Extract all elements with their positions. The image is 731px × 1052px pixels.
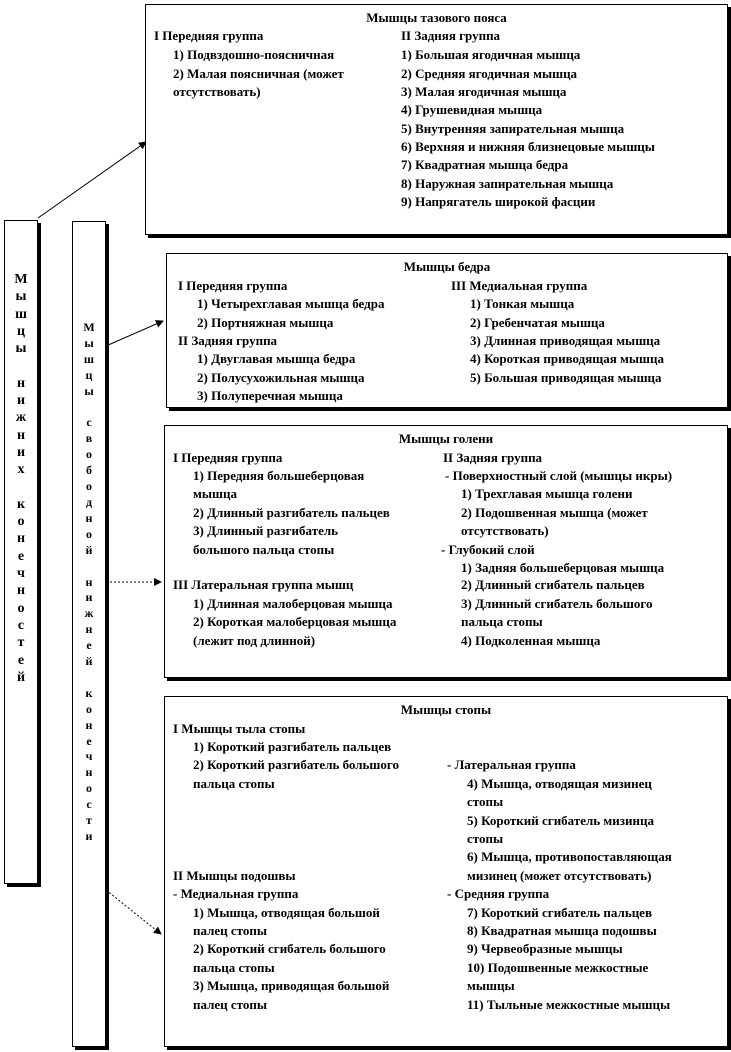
list-item: 1) Трехглавая мышца голени <box>461 486 633 501</box>
vertical-letter: с <box>86 797 92 812</box>
vertical-letter: н <box>85 622 93 637</box>
foot-dorsal-head: I Мышцы тыла стопы <box>173 721 306 736</box>
list-item: 1) Большая ягодичная мышца <box>401 47 581 62</box>
vertical-letter: о <box>86 781 92 796</box>
list-item: 4) Грушевидная мышца <box>401 102 543 117</box>
vertical-letter: и <box>85 829 93 843</box>
list-item: 1) Четырехглавая мышца бедра <box>197 296 385 311</box>
list-item: отсутствовать) <box>461 523 549 538</box>
list-item: 2) Короткая малоберцовая мышца <box>193 614 397 629</box>
list-item: 1) Подвздошно-поясничная <box>173 47 335 62</box>
vertical-letter: т <box>86 813 92 828</box>
list-item: 4) Мышца, отводящая мизинец <box>467 776 652 791</box>
vertical-letter: ж <box>84 606 94 621</box>
vertical-letter: н <box>85 574 93 589</box>
vertical-letter: д <box>85 494 93 509</box>
list-item: 1) Длинная малоберцовая мышца <box>193 596 393 611</box>
list-item: 4) Короткая приводящая мышца <box>470 351 664 366</box>
thigh-title: Мышцы бедра <box>403 259 491 274</box>
vertical-letter: ж <box>15 410 27 426</box>
vertical-letter: о <box>17 600 25 616</box>
vertical-letter: М <box>14 272 28 287</box>
vertical-letter: й <box>85 542 93 557</box>
vertical-letter: к <box>16 496 26 512</box>
list-item: 2) Короткий сгибатель большого <box>193 941 386 956</box>
pelvis-anterior-head: I Передняя группа <box>154 28 264 43</box>
list-item: 10) Подошвенные межкостные <box>467 960 649 975</box>
vertical-letter: ы <box>15 289 27 305</box>
vertical-letter: н <box>85 765 93 780</box>
vertical-letter: б <box>86 463 92 478</box>
list-item: мышцы <box>467 978 515 993</box>
vertical-letter: в <box>85 431 93 446</box>
list-item: 5) Короткий сгибатель мизинца <box>467 813 654 828</box>
pelvis-posterior-head: II Задняя группа <box>401 28 501 43</box>
arrow-to-pelvis <box>38 142 146 218</box>
list-item: 1) Передняя большеберцовая <box>193 468 365 483</box>
list-item: 5) Внутренняя запирательная мышца <box>401 121 625 136</box>
list-item: 6) Мышца, противопоставляющая <box>467 849 672 864</box>
list-item: 1) Двуглавая мышца бедра <box>197 351 356 366</box>
free-lower-limb-muscles-box <box>72 221 106 1047</box>
vertical-letter: ы <box>15 341 27 357</box>
vertical-letter: и <box>16 444 26 460</box>
foot-plantar-head: II Мышцы подошвы <box>173 868 296 883</box>
pelvic-girdle-box <box>145 4 728 235</box>
lower-limb-muscles-label <box>5 271 37 686</box>
vertical-letter: о <box>86 526 92 541</box>
vertical-letter: ы <box>84 335 94 350</box>
list-item: 2) Длинный разгибатель пальцев <box>193 505 390 520</box>
list-item: 8) Квадратная мышца подошвы <box>467 923 657 938</box>
list-item: 1) Мышца, отводящая большой <box>193 905 380 920</box>
list-item: (лежит под длинной) <box>193 633 316 648</box>
list-item: пальца стопы <box>193 776 275 791</box>
vertical-letter: т <box>17 635 25 651</box>
foot-medial-head: - Медиальная группа <box>173 886 299 901</box>
list-item: 2) Малая поясничная (может <box>173 66 344 81</box>
vertical-letter: о <box>86 479 92 494</box>
arrow-to-thigh <box>106 321 163 346</box>
foot-middle-head: - Средняя группа <box>447 886 550 901</box>
vertical-letter: ц <box>16 323 26 339</box>
list-item: отсутствовать) <box>173 84 261 99</box>
list-item: палец стопы <box>193 997 268 1012</box>
vertical-letter: ы <box>84 383 94 398</box>
pelvic-girdle-title: Мышцы тазового пояса <box>366 10 507 25</box>
vertical-letter: ш <box>83 351 95 366</box>
thigh-posterior-head: II Задняя группа <box>178 333 278 348</box>
free-lower-limb-muscles-label <box>73 320 105 845</box>
list-item: пальца стопы <box>461 614 543 629</box>
list-item: 2) Короткий разгибатель большого <box>193 757 399 772</box>
list-item: мизинец (может отсутствовать) <box>467 868 652 883</box>
list-item: 8) Наружная запирательная мышца <box>401 176 614 191</box>
list-item: мышца <box>193 486 237 501</box>
leg-posterior-head: II Задняя группа <box>443 450 543 465</box>
vertical-letter: о <box>86 701 92 716</box>
vertical-letter <box>5 357 37 374</box>
foot-title: Мышцы стопы <box>400 702 492 717</box>
vertical-letter: и <box>16 393 26 409</box>
vertical-letter: с <box>17 617 25 633</box>
list-item: 3) Длинный разгибатель <box>193 523 339 538</box>
list-item: стопы <box>467 794 504 809</box>
vertical-letter: ч <box>17 566 25 582</box>
foot-lateral-head: - Латеральная группа <box>447 757 576 772</box>
thigh-medial-head: III Медиальная группа <box>451 278 588 293</box>
vertical-letter: н <box>85 510 93 525</box>
list-item: 9) Напрягатель широкой фасции <box>401 194 596 209</box>
vertical-letter: и <box>85 590 93 605</box>
vertical-letter: ч <box>85 749 93 764</box>
list-item: 7) Квадратная мышца бедра <box>401 157 569 172</box>
list-item: 2) Длинный сгибатель пальцев <box>461 577 645 592</box>
vertical-letter: с <box>86 415 92 430</box>
vertical-letter: н <box>16 375 26 391</box>
vertical-letter: е <box>86 638 92 653</box>
vertical-letter: е <box>86 733 92 748</box>
vertical-letter <box>73 670 105 686</box>
leg-deep-head: - Глубокий слой <box>441 542 535 557</box>
foot-box <box>164 696 728 1047</box>
vertical-letter: М <box>83 320 95 334</box>
list-item: большого пальца стопы <box>193 542 335 557</box>
vertical-letter: о <box>86 447 92 462</box>
lower-limb-muscles-box <box>4 220 38 884</box>
thigh-box <box>166 253 728 408</box>
vertical-letter: о <box>17 514 25 530</box>
list-item: 7) Короткий сгибатель пальцев <box>467 905 652 920</box>
list-item: 11) Тыльные межкостные мышцы <box>467 997 671 1012</box>
list-item: 3) Малая ягодичная мышца <box>401 84 567 99</box>
list-item: 9) Червеобразные мышцы <box>467 941 623 956</box>
vertical-letter: ц <box>85 367 93 382</box>
vertical-letter: е <box>17 548 25 564</box>
list-item: 2) Средняя ягодичная мышца <box>401 66 578 81</box>
vertical-letter: й <box>85 654 93 669</box>
leg-anterior-head: I Передняя группа <box>173 450 283 465</box>
list-item: 4) Подколенная мышца <box>461 633 601 648</box>
vertical-letter <box>73 400 105 416</box>
list-item: палец стопы <box>193 923 268 938</box>
list-item: 6) Верхняя и нижняя близнецовые мышцы <box>401 139 655 154</box>
list-item: 1) Тонкая мышца <box>470 296 575 311</box>
vertical-letter: й <box>16 669 26 685</box>
list-item: 1) Короткий разгибатель пальцев <box>193 739 392 754</box>
list-item: 3) Мышца, приводящая большой <box>193 978 390 993</box>
list-item: пальца стопы <box>193 960 275 975</box>
list-item: 2) Портняжная мышца <box>197 315 334 330</box>
thigh-anterior-head: I Передняя группа <box>178 278 288 293</box>
leg-lateral-head: III Латеральная группа мышц <box>173 577 354 592</box>
leg-box <box>164 425 728 678</box>
vertical-letter: н <box>16 531 26 547</box>
vertical-letter: н <box>16 427 26 443</box>
vertical-letter <box>5 479 37 496</box>
vertical-letter: н <box>16 583 26 599</box>
leg-title: Мышцы голени <box>398 431 494 446</box>
list-item: 2) Полусухожильная мышца <box>197 370 365 385</box>
list-item: 2) Подошвенная мышца (может <box>461 505 648 520</box>
vertical-letter: н <box>85 717 93 732</box>
vertical-letter: ш <box>15 306 27 322</box>
list-item: стопы <box>467 831 504 846</box>
list-item: 1) Задняя большеберцовая мышца <box>461 560 665 575</box>
arrow-to-foot <box>106 890 161 934</box>
leg-superficial-head: - Поверхностный слой (мышцы икры) <box>445 468 673 483</box>
list-item: 3) Полуперечная мышца <box>197 388 343 403</box>
vertical-letter: е <box>17 652 25 668</box>
list-item: 5) Большая приводящая мышца <box>470 370 662 385</box>
vertical-letter <box>73 559 105 575</box>
vertical-letter: к <box>85 685 93 700</box>
vertical-letter: х <box>17 462 25 478</box>
list-item: 3) Длинный сгибатель большого <box>461 596 653 611</box>
list-item: 3) Длинная приводящая мышца <box>470 333 661 348</box>
list-item: 2) Гребенчатая мышца <box>470 315 605 330</box>
